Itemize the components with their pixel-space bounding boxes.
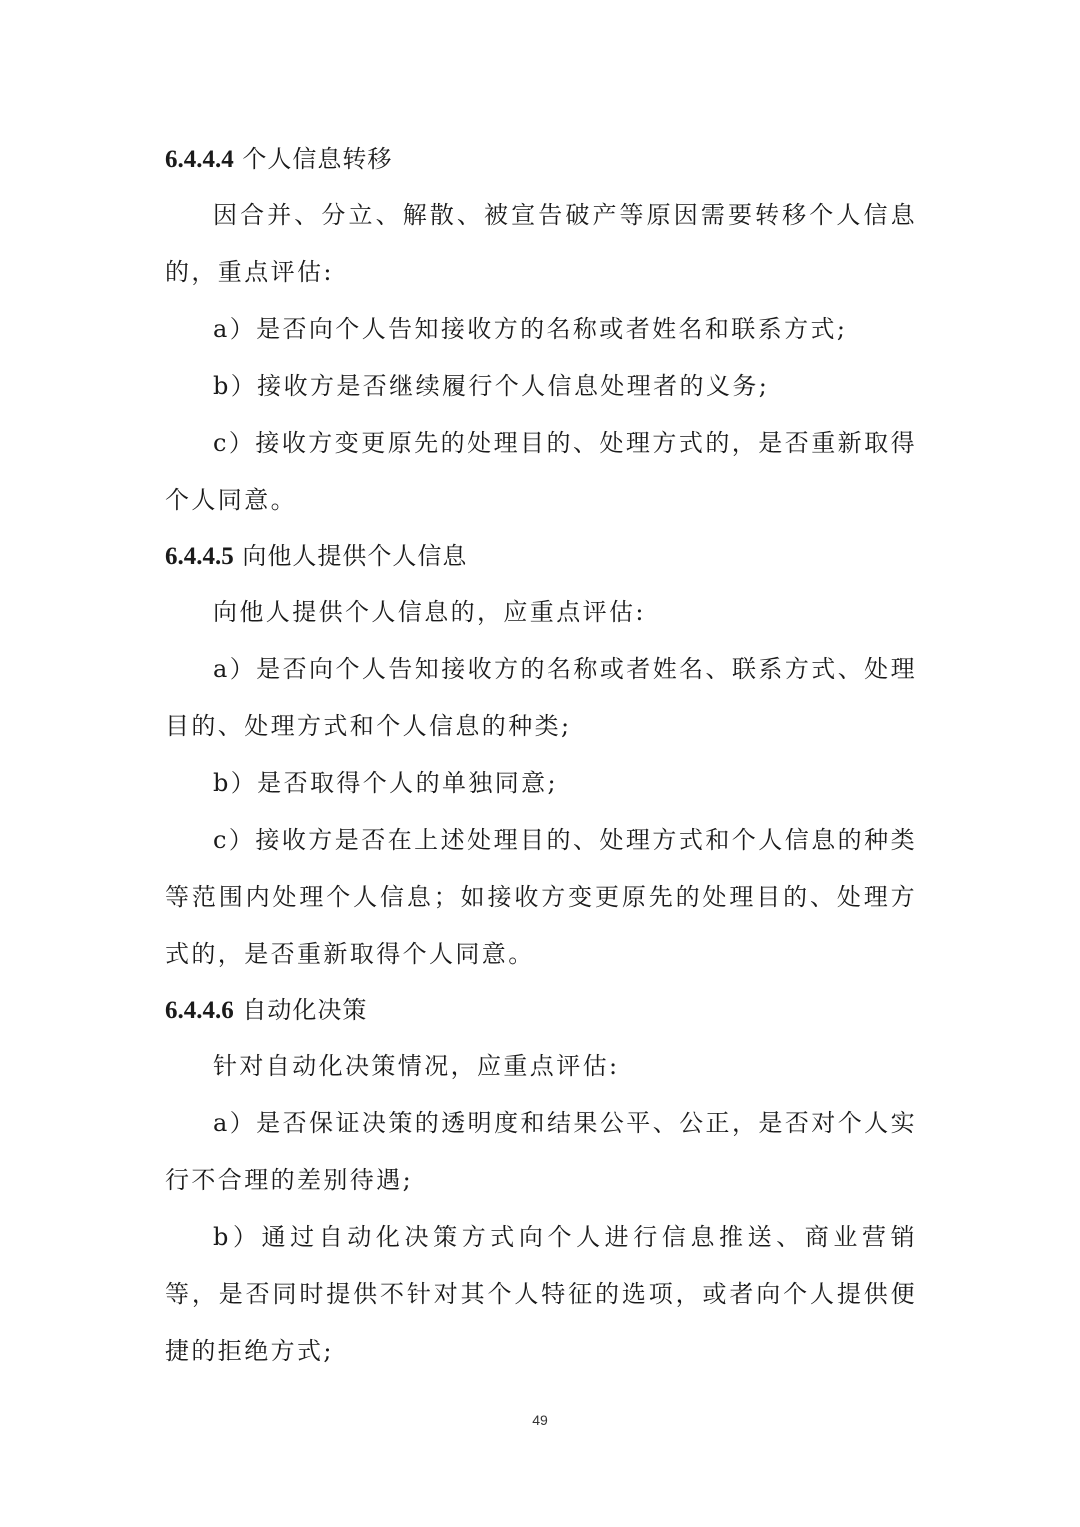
section-number: 6.4.4.6 <box>165 997 234 1024</box>
section-number: 6.4.4.5 <box>165 543 234 570</box>
list-item-c: c）接收方变更原先的处理目的、处理方式的，是否重新取得个人同意。 <box>165 429 917 514</box>
section-heading <box>165 529 917 584</box>
section-title: 自动化决策 <box>242 996 368 1024</box>
section-heading <box>165 983 917 1038</box>
list-item-a: a）是否向个人告知接收方的名称或者姓名和联系方式; <box>213 315 848 343</box>
section-title: 向他人提供个人信息 <box>242 542 468 570</box>
list-item-a: a）是否向个人告知接收方的名称或者姓名、联系方式、处理目的、处理方式和个人信息的种类; <box>165 655 917 740</box>
section-automated-decision <box>165 983 917 1380</box>
intro-paragraph: 向他人提供个人信息的，应重点评估: <box>213 598 646 626</box>
page-number: 49 <box>532 1412 548 1428</box>
section-heading <box>165 132 917 187</box>
intro-paragraph: 因合并、分立、解散、被宣告破产等原因需要转移个人信息的，重点评估: <box>165 201 917 286</box>
intro-paragraph: 针对自动化决策情况，应重点评估: <box>213 1052 620 1080</box>
section-title: 个人信息转移 <box>242 145 393 173</box>
list-item-a: a）是否保证决策的透明度和结果公平、公正，是否对个人实行不合理的差别待遇; <box>165 1109 917 1194</box>
list-item-b: b）接收方是否继续履行个人信息处理者的义务; <box>213 372 770 400</box>
list-item-b: b）通过自动化决策方式向个人进行信息推送、商业营销等，是否同时提供不针对其个人特征的选项，或者向个人提供便捷的拒绝方式; <box>165 1223 917 1365</box>
section-personal-info-transfer <box>165 132 917 529</box>
section-number: 6.4.4.4 <box>165 146 234 173</box>
list-item-c: c）接收方是否在上述处理目的、处理方式和个人信息的种类等范围内处理个人信息；如接收方变更原先的处理目的、处理方式的，是否重新取得个人同意。 <box>165 826 917 968</box>
page-content <box>165 132 917 1380</box>
section-provide-info-to-others <box>165 529 917 983</box>
list-item-b: b）是否取得个人的单独同意; <box>213 769 559 797</box>
